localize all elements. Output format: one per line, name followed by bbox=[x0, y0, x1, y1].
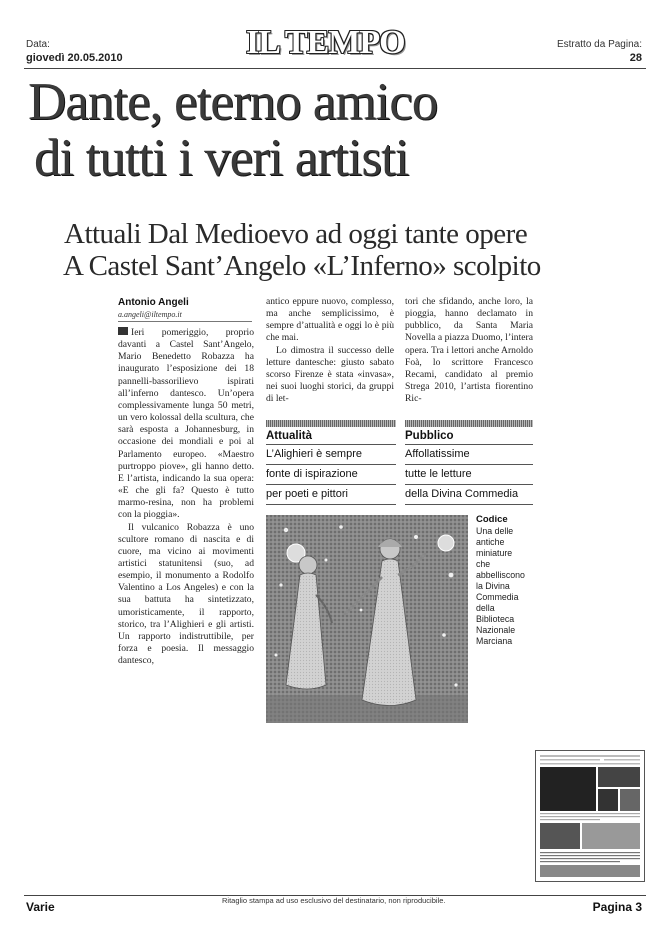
caption-line: Nazionale bbox=[476, 625, 516, 635]
caption-line: della bbox=[476, 603, 495, 613]
col2-paragraph-2: Lo dimostra il successo delle letture dantesche: giusto sabato scorso Firenze è stata «invasa», nei suoi luoghi storici, da gruppi di let- bbox=[266, 344, 394, 405]
page-thumbnail-image bbox=[536, 751, 644, 881]
headline-line-1: Dante, eterno amico bbox=[28, 73, 438, 131]
info-box-pubblico bbox=[405, 420, 533, 505]
headline-line-2: di tutti i veri artisti bbox=[34, 129, 409, 187]
col3-paragraph-1: tori che sfidando, anche loro, la pioggia, hanno declamato in pubblico, da Santa Maria Novella a piazza Duomo, l’intera opera. Tra i lettori anche Arnoldo Foà, lo scrittore Francesco Recami, candidato al premio Strega 2010, l’artista fiorentino Ric- bbox=[405, 296, 533, 405]
page-thumbnail bbox=[535, 750, 645, 882]
box-line: L’Alighieri è sempre bbox=[266, 445, 396, 465]
footer-page-label: Pagina 3 bbox=[592, 900, 642, 914]
extract-label: Estratto da Pagina: bbox=[556, 39, 642, 50]
col2-paragraph-1: antico eppure nuovo, complesso, ma anche semplicissimo, è sempre d’attualità e oggi lo è più che mai. bbox=[266, 296, 394, 344]
col1-paragraph-2: Il vulcanico Robazza è uno scultore romano di nascita e di cuore, ma vicino ai movimenti artistici statunitensi (suo, ad esempio, il monumento a Rodolfo Valentino a Los Angeles) e con la sua battuta ha sintetizzato, umoristicamente, il rapporto, storico, tra l’Alighieri e gli artisti. Un rapporto indistruttibile, per forza e poesia. Il messaggio dantesco, bbox=[118, 521, 254, 667]
caption-line: Una delle bbox=[476, 526, 514, 536]
caption-line: la Divina bbox=[476, 581, 510, 591]
box-line: per poeti e pittori bbox=[266, 485, 396, 505]
box-band bbox=[266, 420, 396, 427]
box-title: Attualità bbox=[266, 430, 396, 445]
author-name: Antonio Angeli bbox=[118, 297, 189, 308]
footer-section: Varie bbox=[26, 900, 55, 914]
subhead bbox=[64, 218, 541, 282]
header-rule bbox=[24, 68, 646, 69]
caption-line: abbelliscono bbox=[476, 570, 525, 580]
caption-line: Biblioteca bbox=[476, 614, 515, 624]
box-title: Pubblico bbox=[405, 430, 533, 445]
caption-text bbox=[476, 526, 536, 647]
caption-line: che bbox=[476, 559, 491, 569]
date-value: giovedì 20.05.2010 bbox=[26, 52, 123, 64]
box-line: Affollatissime bbox=[405, 445, 533, 465]
miniature-figures-image bbox=[266, 515, 468, 723]
caption-line: Commedia bbox=[476, 592, 519, 602]
author-email: a.angeli@iltempo.it bbox=[118, 310, 182, 319]
article-column-1 bbox=[118, 327, 254, 667]
box-line: fonte di ispirazione bbox=[266, 465, 396, 485]
paragraph-marker-icon bbox=[118, 327, 128, 335]
caption-line: miniature bbox=[476, 548, 513, 558]
article-column-2 bbox=[266, 296, 394, 405]
extract-page-number: 28 bbox=[629, 52, 642, 64]
subhead-line-1: Attuali Dal Medioevo ad oggi tante opere bbox=[64, 218, 528, 250]
box-line: tutte le letture bbox=[405, 465, 533, 485]
caption-title: Codice bbox=[476, 514, 508, 525]
byline-rule bbox=[118, 321, 252, 322]
caption-line: antiche bbox=[476, 537, 505, 547]
publication-logo: IL TEMPO bbox=[246, 24, 405, 61]
subhead-line-2: A Castel Sant’Angelo «L’Inferno» scolpito bbox=[63, 250, 541, 282]
caption-line: Marciana bbox=[476, 636, 513, 646]
info-box-attualita bbox=[266, 420, 396, 505]
miniature-illustration bbox=[266, 515, 468, 723]
col1-paragraph-1: Ieri pomeriggio, proprio davanti a Castel Sant’Angelo, Mario Benedetto Robazza ha inaugurato l’esposizione dei 18 pannelli-bassorilievo ispirati all’inferno dantesco. Un’opera complessivamente lunga 50 metri, un vero kolossal della scultura, che sarà esposta a Johannesburg, in occasione dei mondiali e poi al Parlamento europeo. «Maestro purtroppo piove», gli hanno detto. E l’artista, indicando la sua opera: «E che gli fa? Questo è tutto marmo-resina, non ha problemi con la pioggia». bbox=[118, 327, 254, 521]
box-band bbox=[405, 420, 533, 427]
footer-notice: Ritaglio stampa ad uso esclusivo del destinatario, non riproducibile. bbox=[222, 896, 446, 905]
date-label: Data: bbox=[26, 39, 50, 50]
headline bbox=[28, 74, 643, 186]
article-column-3 bbox=[405, 296, 533, 405]
box-line: della Divina Commedia bbox=[405, 485, 533, 505]
